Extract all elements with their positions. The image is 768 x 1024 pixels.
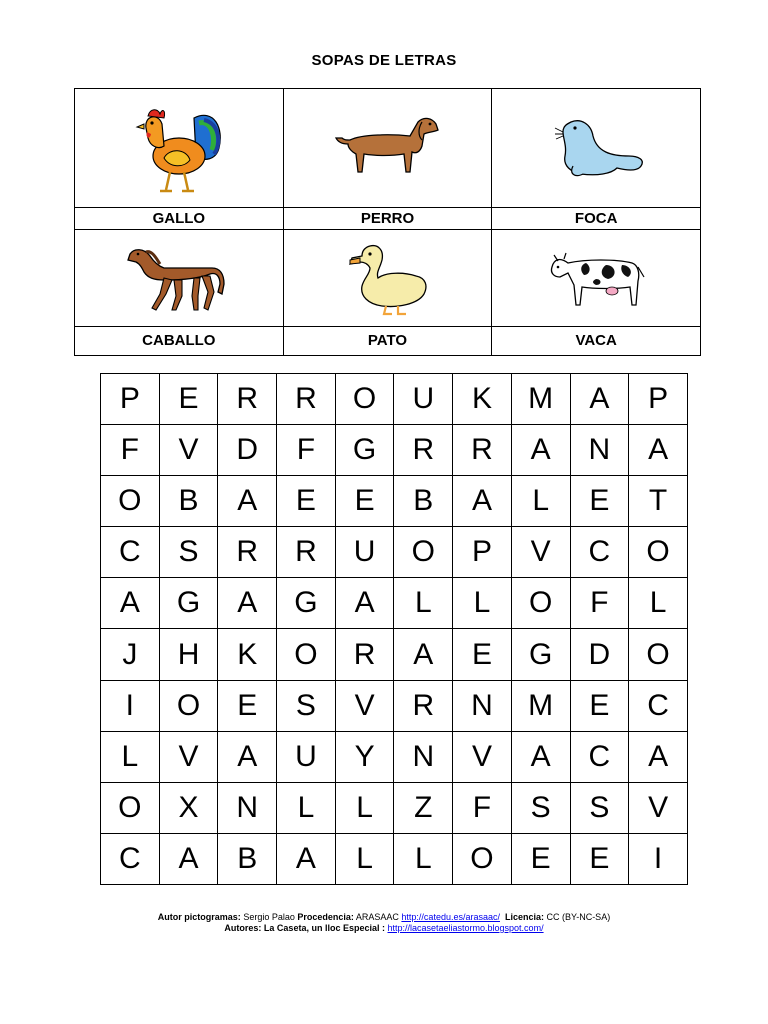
dog-icon (332, 108, 442, 188)
grid-letter-cell[interactable]: E (570, 476, 629, 527)
grid-letter-cell[interactable]: P (101, 374, 160, 425)
grid-letter-cell[interactable]: A (511, 731, 570, 782)
animal-label: VACA (492, 326, 701, 355)
grid-row (101, 680, 688, 731)
grid-letter-cell[interactable]: I (629, 833, 688, 884)
grid-letter-cell[interactable]: F (101, 425, 160, 476)
grid-letter-cell[interactable]: S (511, 782, 570, 833)
grid-letter-cell[interactable]: N (394, 731, 453, 782)
grid-letter-cell[interactable]: R (277, 527, 336, 578)
author-label: Autor pictogramas: (157, 912, 241, 922)
grid-letter-cell[interactable]: R (277, 374, 336, 425)
animal-label: PERRO (283, 208, 492, 229)
grid-letter-cell[interactable]: N (570, 425, 629, 476)
grid-letter-cell[interactable]: L (511, 476, 570, 527)
grid-letter-cell[interactable]: U (335, 527, 394, 578)
grid-letter-cell[interactable]: C (570, 527, 629, 578)
grid-letter-cell[interactable]: U (394, 374, 453, 425)
authors-link[interactable]: http://lacasetaeliastormo.blogspot.com/ (387, 923, 544, 933)
grid-letter-cell[interactable]: R (335, 629, 394, 680)
grid-letter-cell[interactable]: O (511, 578, 570, 629)
grid-letter-cell[interactable]: S (277, 680, 336, 731)
grid-letter-cell[interactable]: Y (335, 731, 394, 782)
grid-letter-cell[interactable]: L (394, 578, 453, 629)
grid-letter-cell[interactable]: E (570, 680, 629, 731)
authors-label: Autores: La Caseta, un lloc Especial : (224, 923, 385, 933)
grid-letter-cell[interactable]: O (159, 680, 218, 731)
duck-icon (342, 238, 432, 318)
grid-row (101, 629, 688, 680)
grid-letter-cell[interactable]: E (453, 629, 512, 680)
grid-letter-cell[interactable]: E (159, 374, 218, 425)
grid-letter-cell[interactable]: E (570, 833, 629, 884)
grid-row (101, 731, 688, 782)
grid-letter-cell[interactable]: O (277, 629, 336, 680)
grid-letter-cell[interactable]: B (159, 476, 218, 527)
grid-letter-cell[interactable]: J (101, 629, 160, 680)
grid-row (101, 374, 688, 425)
grid-letter-cell[interactable]: A (511, 425, 570, 476)
grid-letter-cell[interactable]: A (570, 374, 629, 425)
grid-letter-cell[interactable]: D (570, 629, 629, 680)
grid-letter-cell[interactable]: A (218, 731, 277, 782)
grid-letter-cell[interactable]: F (453, 782, 512, 833)
grid-row (101, 527, 688, 578)
grid-letter-cell[interactable]: A (629, 425, 688, 476)
grid-letter-cell[interactable]: R (218, 527, 277, 578)
cow-icon (546, 243, 646, 313)
grid-letter-cell[interactable]: N (218, 782, 277, 833)
grid-letter-cell[interactable]: A (277, 833, 336, 884)
grid-letter-cell[interactable]: V (511, 527, 570, 578)
grid-letter-cell[interactable]: V (159, 425, 218, 476)
grid-letter-cell[interactable]: C (570, 731, 629, 782)
grid-letter-cell[interactable]: L (101, 731, 160, 782)
grid-letter-cell[interactable]: H (159, 629, 218, 680)
grid-letter-cell[interactable]: L (335, 833, 394, 884)
grid-letter-cell[interactable]: F (277, 425, 336, 476)
grid-letter-cell[interactable]: I (101, 680, 160, 731)
grid-row (101, 578, 688, 629)
animal-label: GALLO (75, 208, 284, 229)
pictogram-cell (283, 229, 492, 326)
rooster-icon (124, 98, 234, 198)
grid-letter-cell[interactable]: O (453, 833, 512, 884)
grid-letter-cell[interactable]: O (629, 527, 688, 578)
animal-label: FOCA (492, 208, 701, 229)
grid-letter-cell[interactable]: R (394, 680, 453, 731)
grid-letter-cell[interactable]: O (629, 629, 688, 680)
grid-letter-cell[interactable]: N (453, 680, 512, 731)
grid-letter-cell[interactable]: A (335, 578, 394, 629)
grid-letter-cell[interactable]: D (218, 425, 277, 476)
grid-letter-cell[interactable]: L (335, 782, 394, 833)
pictogram-cell (492, 89, 701, 208)
grid-letter-cell[interactable]: A (218, 476, 277, 527)
grid-letter-cell[interactable]: E (335, 476, 394, 527)
footer-line-2 (0, 923, 768, 934)
pictogram-table (74, 88, 701, 356)
grid-letter-cell[interactable]: B (394, 476, 453, 527)
grid-letter-cell[interactable]: O (394, 527, 453, 578)
grid-letter-cell[interactable]: L (629, 578, 688, 629)
license-value: CC (BY-NC-SA) (544, 912, 611, 922)
seal-icon (541, 108, 651, 188)
grid-letter-cell[interactable]: E (511, 833, 570, 884)
license-label: Licencia: (505, 912, 545, 922)
grid-row (101, 476, 688, 527)
grid-letter-cell[interactable]: O (101, 782, 160, 833)
grid-letter-cell[interactable]: V (453, 731, 512, 782)
grid-letter-cell[interactable]: M (511, 374, 570, 425)
page-title: SOPAS DE LETRAS (311, 52, 457, 69)
grid-row (101, 782, 688, 833)
grid-letter-cell[interactable]: F (570, 578, 629, 629)
pictogram-cell (75, 229, 284, 326)
grid-letter-cell[interactable]: S (159, 527, 218, 578)
grid-letter-cell[interactable]: L (277, 782, 336, 833)
source-value: ARASAAC (353, 912, 402, 922)
grid-letter-cell[interactable]: R (394, 425, 453, 476)
grid-letter-cell[interactable]: O (335, 374, 394, 425)
grid-letter-cell[interactable]: A (101, 578, 160, 629)
word-search-grid (100, 373, 688, 885)
grid-letter-cell[interactable]: G (277, 578, 336, 629)
pictogram-cell (283, 89, 492, 208)
footer (0, 912, 768, 934)
grid-letter-cell[interactable]: U (277, 731, 336, 782)
grid-letter-cell[interactable]: K (218, 629, 277, 680)
grid-letter-cell[interactable]: C (101, 527, 160, 578)
grid-letter-cell[interactable]: R (453, 425, 512, 476)
footer-line-1 (0, 912, 768, 923)
grid-letter-cell[interactable]: V (629, 782, 688, 833)
grid-letter-cell[interactable]: V (335, 680, 394, 731)
author-value: Sergio Palao (240, 912, 298, 922)
grid-letter-cell[interactable]: S (570, 782, 629, 833)
grid-letter-cell[interactable]: B (218, 833, 277, 884)
animal-label: PATO (283, 326, 492, 355)
grid-letter-cell[interactable]: C (629, 680, 688, 731)
grid-letter-cell[interactable]: P (453, 527, 512, 578)
grid-letter-cell[interactable]: G (335, 425, 394, 476)
grid-letter-cell[interactable]: E (218, 680, 277, 731)
pictogram-cell (492, 229, 701, 326)
horse-icon (124, 238, 234, 318)
grid-letter-cell[interactable]: Z (394, 782, 453, 833)
grid-row (101, 425, 688, 476)
grid-letter-cell[interactable]: L (394, 833, 453, 884)
source-link[interactable]: http://catedu.es/arasaac/ (401, 912, 500, 922)
grid-row (101, 833, 688, 884)
grid-letter-cell[interactable]: A (159, 833, 218, 884)
grid-letter-cell[interactable]: T (629, 476, 688, 527)
animal-label: CABALLO (75, 326, 284, 355)
grid-letter-cell[interactable]: A (629, 731, 688, 782)
source-label: Procedencia: (297, 912, 354, 922)
grid-letter-cell[interactable]: A (453, 476, 512, 527)
pictogram-cell (75, 89, 284, 208)
grid-letter-cell[interactable]: A (394, 629, 453, 680)
grid-letter-cell[interactable]: E (277, 476, 336, 527)
grid-letter-cell[interactable]: C (101, 833, 160, 884)
grid-letter-cell[interactable]: L (453, 578, 512, 629)
grid-letter-cell[interactable]: G (159, 578, 218, 629)
grid-letter-cell[interactable]: O (101, 476, 160, 527)
grid-letter-cell[interactable]: X (159, 782, 218, 833)
grid-letter-cell[interactable]: K (453, 374, 512, 425)
grid-letter-cell[interactable]: A (218, 578, 277, 629)
grid-letter-cell[interactable]: V (159, 731, 218, 782)
grid-letter-cell[interactable]: M (511, 680, 570, 731)
grid-letter-cell[interactable]: P (629, 374, 688, 425)
grid-letter-cell[interactable]: G (511, 629, 570, 680)
grid-letter-cell[interactable]: R (218, 374, 277, 425)
